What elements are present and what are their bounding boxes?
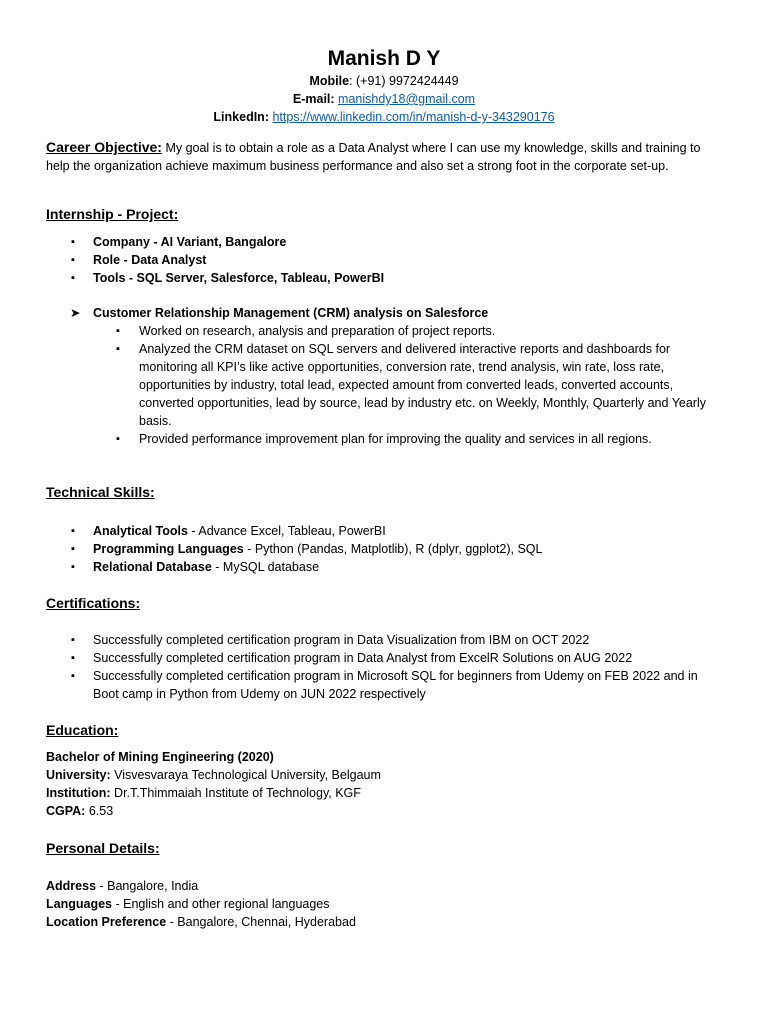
- internship-title: Internship - Project:: [46, 206, 179, 222]
- list-item: ▪ Successfully completed certification program in Data Analyst from ExcelR Solutions on AUG 2022: [46, 649, 722, 667]
- linkedin-link[interactable]: https://www.linkedin.com/in/manish-d-y-343290176: [272, 110, 555, 124]
- list-item: ▪ Successfully completed certification program in Data Visualization from IBM on OCT 2022: [46, 631, 722, 649]
- arrow-bullet-icon: ➤: [70, 306, 81, 320]
- degree: Bachelor of Mining Engineering (2020): [46, 750, 274, 764]
- institution-line: Institution: Dr.T.Thimmaiah Institute of Technology, KGF: [46, 786, 361, 800]
- list-item: ▪ Role - Data Analyst: [46, 251, 722, 269]
- resume-header: [0, 0, 768, 126]
- education-section: [46, 721, 722, 820]
- project-points-list: [46, 322, 722, 448]
- education-details: [46, 748, 722, 820]
- education-title: Education:: [46, 722, 119, 738]
- list-item: ▪ Provided performance improvement plan for improving the quality and services in all regions.: [46, 430, 722, 448]
- list-item: ▪ Analyzed the CRM dataset on SQL servers and delivered interactive reports and dashboards for monitoring all KPI’s like active opportunities, conversion rate, trend analysis, win rate, loss rate, opportunities by industry, total lead, expected amount from converted leads, converted accounts, converted opportunities, lead by source, lead by industry etc. on Weekly, Monthly, Quarterly and Yearly basis.: [46, 340, 722, 430]
- email-line: [0, 90, 768, 108]
- list-item: ▪ Worked on research, analysis and preparation of project reports.: [46, 322, 722, 340]
- skills-list: [46, 522, 722, 576]
- university-line: University: Visvesvaraya Technological University, Belgaum: [46, 768, 381, 782]
- list-item: ▪ Programming Languages - Python (Pandas, Matplotlib), R (dplyr, ggplot2), SQL: [46, 540, 722, 558]
- list-item: ▪ Company - AI Variant, Bangalore: [46, 233, 722, 251]
- email-link[interactable]: manishdy18@gmail.com: [338, 92, 476, 106]
- internship-section: [46, 205, 722, 448]
- personal-details-section: [46, 839, 722, 931]
- certifications-section: [46, 594, 722, 703]
- list-item: ▪ Tools - SQL Server, Salesforce, Tableau, PowerBI: [46, 269, 722, 287]
- list-item: ▪ Successfully completed certification program in Microsoft SQL for beginners from Udemy on FEB 2022 and in Boot camp in Python from Udemy on JUN 2022 respectively: [46, 667, 722, 703]
- cgpa-line: CGPA: 6.53: [46, 804, 114, 818]
- career-objective-title: Career Objective:: [46, 139, 162, 155]
- career-objective-paragraph: [46, 138, 722, 175]
- certifications-list: [46, 631, 722, 703]
- candidate-name: Manish D Y: [327, 47, 441, 70]
- technical-skills-title: Technical Skills:: [46, 484, 155, 500]
- personal-details: [46, 877, 722, 931]
- mobile-value: : (+91) 9972424449: [349, 74, 459, 88]
- personal-details-title: Personal Details:: [46, 840, 160, 856]
- technical-skills-section: [46, 483, 722, 576]
- mobile-label: Mobile: [309, 74, 350, 88]
- project-title: ➤ Customer Relationship Management (CRM) analysis on Salesforce: [70, 306, 489, 320]
- email-label: E-mail:: [292, 92, 335, 106]
- location-preference-line: Location Preference - Bangalore, Chennai, Hyderabad: [46, 915, 356, 929]
- career-objective-section: [46, 138, 722, 175]
- mobile-line: [0, 72, 768, 90]
- certifications-title: Certifications:: [46, 595, 141, 611]
- internship-list: [46, 233, 722, 287]
- list-item: ▪ Analytical Tools - Advance Excel, Tableau, PowerBI: [46, 522, 722, 540]
- list-item: ▪ Relational Database - MySQL database: [46, 558, 722, 576]
- linkedin-label: LinkedIn:: [213, 110, 269, 124]
- linkedin-line: [0, 108, 768, 126]
- languages-line: Languages - English and other regional languages: [46, 897, 330, 911]
- career-objective-text: My goal is to obtain a role as a Data Analyst where I can use my knowledge, skills and training to help the organization achieve maximum business performance and also set a strong foot in the corporate set-up.: [46, 141, 701, 173]
- address-line: Address - Bangalore, India: [46, 879, 199, 893]
